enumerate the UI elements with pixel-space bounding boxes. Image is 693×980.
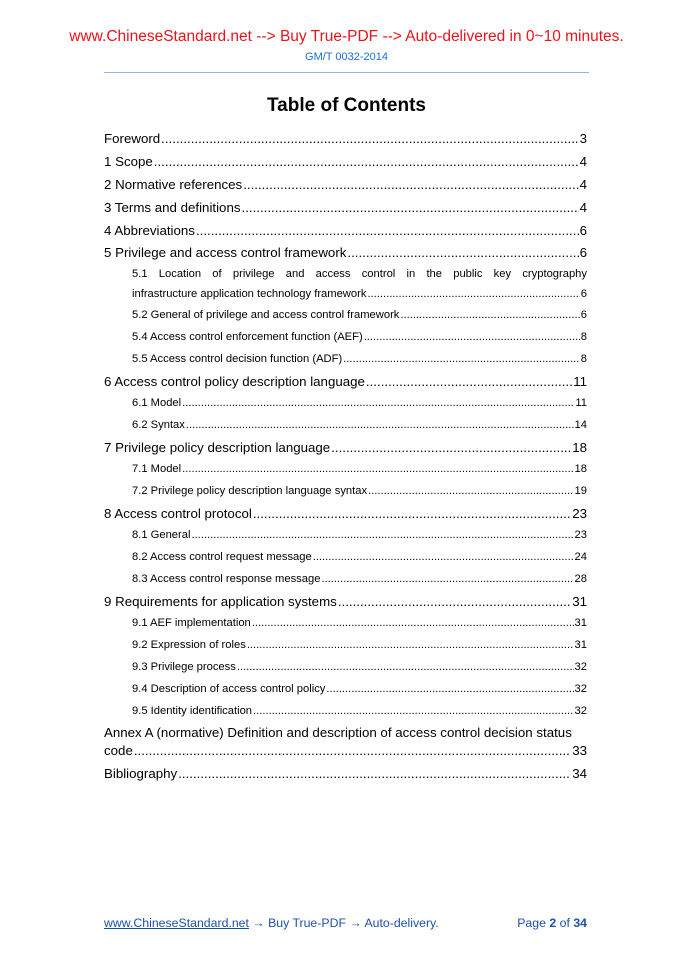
leader-dots [134, 743, 571, 758]
leader-dots [400, 309, 579, 321]
toc-entry-5-1[interactable] [104, 288, 587, 300]
leader-dots [242, 200, 579, 215]
toc-entry-4[interactable] [104, 223, 587, 238]
leader-dots [253, 506, 571, 521]
toc-page: 32 [574, 705, 587, 717]
toc-label: 9.3 Privilege process [132, 661, 236, 673]
leader-dots [196, 223, 579, 238]
toc-label: 8.2 Access control request message [132, 551, 312, 563]
toc-entry-5-2[interactable] [104, 309, 587, 321]
toc-label: 5.5 Access control decision function (ADF) [132, 353, 343, 365]
toc-page: 8 [580, 353, 587, 365]
toc-page: 6 [580, 309, 587, 321]
toc-page: 14 [574, 419, 587, 431]
toc-page: 31 [574, 639, 587, 651]
page-current: 2 [549, 916, 557, 930]
leader-dots [161, 131, 578, 146]
toc-label: 5.4 Access control enforcement function (AEF) [132, 331, 363, 343]
toc-entry-bibliography[interactable] [104, 766, 587, 781]
toc-entry-7[interactable] [104, 440, 587, 455]
toc-entry-9-1[interactable] [104, 617, 587, 629]
toc-label: 5 Privilege and access control framework [104, 245, 347, 260]
toc-page: 18 [572, 440, 587, 455]
toc-page: 24 [574, 551, 587, 563]
leader-dots [364, 331, 580, 343]
toc-page: 4 [579, 154, 587, 169]
toc-entry-8-3[interactable] [104, 573, 587, 585]
toc-label: code [104, 743, 133, 758]
footer-buy-text: Buy True-PDF [268, 916, 346, 930]
header-banner[interactable]: www.ChineseStandard.net --> Buy True-PDF --> Auto-delivered in 0~10 minutes. [69, 28, 624, 45]
arrow-icon: → [349, 916, 362, 930]
toc-label: 3 Terms and definitions [104, 200, 241, 215]
toc-page: 31 [574, 617, 587, 629]
toc-label: 7.1 Model [132, 463, 182, 475]
leader-dots [331, 440, 571, 455]
toc-page: 6 [580, 288, 587, 300]
toc-entry-9-3[interactable] [104, 661, 587, 673]
leader-dots [343, 353, 580, 365]
toc-label: 6 Access control policy description language [104, 374, 365, 389]
toc-label: 4 Abbreviations [104, 223, 195, 238]
toc-label: 5.2 General of privilege and access control framework [132, 309, 400, 321]
toc-entry-6-1[interactable] [104, 397, 587, 409]
toc-label: 8.1 General [132, 529, 191, 541]
toc-label: 2 Normative references [104, 177, 243, 192]
toc-page: 19 [574, 485, 587, 497]
toc-page: 11 [575, 397, 587, 409]
toc-page: 8 [580, 331, 587, 343]
toc-label: 9.5 Identity identification [132, 705, 253, 717]
toc-entry-annex-a[interactable] [104, 743, 587, 758]
leader-dots [186, 419, 574, 431]
toc-entry-5-1-line1[interactable]: 5.1 Location of privilege and access control in the public key cryptography [132, 268, 587, 280]
toc-page: 11 [573, 374, 587, 389]
leader-dots [154, 154, 579, 169]
toc-page: 23 [574, 529, 587, 541]
toc-entry-3[interactable] [104, 200, 587, 215]
toc-entry-annex-a-line1[interactable]: Annex A (normative) Definition and description of access control decision status [104, 725, 572, 740]
toc-page: 3 [579, 131, 587, 146]
leader-dots [253, 705, 574, 717]
toc-page: 31 [572, 594, 587, 609]
toc-label: Bibliography [104, 766, 178, 781]
toc-entry-5-4[interactable] [104, 331, 587, 343]
leader-dots [243, 177, 578, 192]
toc-entry-7-2[interactable] [104, 485, 587, 497]
toc-label: 1 Scope [104, 154, 153, 169]
toc-entry-8-2[interactable] [104, 551, 587, 563]
footer-links [104, 916, 439, 930]
toc-entry-2[interactable] [104, 177, 587, 192]
footer-delivery-text: Auto-delivery. [364, 916, 439, 930]
toc-page: 4 [579, 200, 587, 215]
leader-dots [247, 639, 574, 651]
leader-dots [338, 594, 571, 609]
toc-entry-9-5[interactable] [104, 705, 587, 717]
page-total: 34 [573, 916, 587, 930]
leader-dots [367, 288, 579, 300]
leader-dots [182, 397, 574, 409]
toc-label: 9.1 AEF implementation [132, 617, 251, 629]
page-number [517, 916, 587, 930]
toc-entry-6-2[interactable] [104, 419, 587, 431]
toc-entry-7-1[interactable] [104, 463, 587, 475]
toc-label: Foreword [104, 131, 161, 146]
leader-dots [368, 485, 573, 497]
leader-dots [366, 374, 572, 389]
leader-dots [347, 245, 578, 260]
toc-entry-8[interactable] [104, 506, 587, 521]
toc-label: 9.4 Description of access control policy [132, 683, 326, 695]
toc-label: infrastructure application technology framework [132, 288, 367, 300]
toc-page: 23 [572, 506, 587, 521]
leader-dots [191, 529, 573, 541]
toc-label: 8 Access control protocol [104, 506, 252, 521]
toc-label: 8.3 Access control response message [132, 573, 321, 585]
leader-dots [237, 661, 574, 673]
footer-site-link[interactable]: www.ChineseStandard.net [104, 916, 249, 930]
leader-dots [178, 766, 571, 781]
leader-dots [252, 617, 574, 629]
toc-label: 7 Privilege policy description language [104, 440, 331, 455]
toc-entry-5[interactable] [104, 245, 587, 260]
standard-code: GM/T 0032-2014 [305, 51, 388, 63]
toc-page: 32 [574, 661, 587, 673]
toc-page: 34 [572, 766, 587, 781]
toc-label: 9.2 Expression of roles [132, 639, 246, 651]
leader-dots [182, 463, 573, 475]
toc-entry-9-4[interactable] [104, 683, 587, 695]
page-title: Table of Contents [266, 95, 427, 116]
toc-label: 6.1 Model [132, 397, 182, 409]
toc-page: 18 [574, 463, 587, 475]
toc-page: 4 [579, 177, 587, 192]
leader-dots [321, 573, 573, 585]
arrow-icon: → [252, 916, 265, 930]
toc-entry-6[interactable] [104, 374, 587, 389]
toc-entry-8-1[interactable] [104, 529, 587, 541]
toc-page: 6 [579, 223, 587, 238]
of-word: of [559, 916, 570, 930]
table-of-contents [104, 0, 587, 980]
leader-dots [326, 683, 573, 695]
leader-dots [313, 551, 574, 563]
toc-entry-foreword[interactable] [104, 131, 587, 146]
toc-page: 28 [574, 573, 587, 585]
toc-page: 32 [574, 683, 587, 695]
toc-entry-9[interactable] [104, 594, 587, 609]
page-word: Page [517, 916, 546, 930]
toc-entry-9-2[interactable] [104, 639, 587, 651]
toc-page: 6 [579, 245, 587, 260]
toc-label: 9 Requirements for application systems [104, 594, 337, 609]
toc-entry-1[interactable] [104, 154, 587, 169]
toc-label: 6.2 Syntax [132, 419, 185, 431]
toc-label: 7.2 Privilege policy description language syntax [132, 485, 368, 497]
toc-entry-5-5[interactable] [104, 353, 587, 365]
toc-page: 33 [572, 743, 587, 758]
